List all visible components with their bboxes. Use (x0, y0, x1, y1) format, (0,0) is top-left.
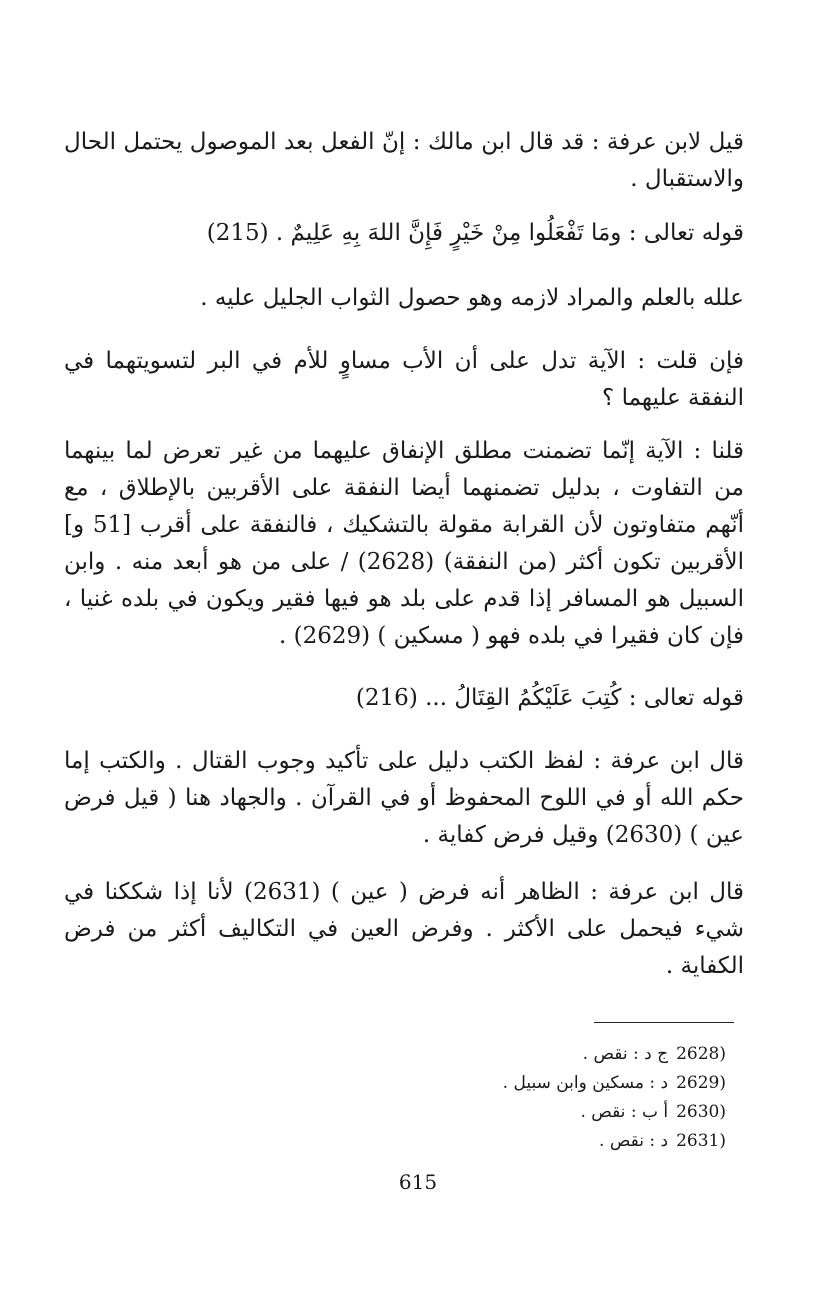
footnote-number: (2628 (676, 1044, 726, 1064)
footnote-text: ج د : نقص . (582, 1044, 669, 1064)
footnote-2629 (360, 1069, 726, 1098)
paragraph-objection: فإن قلت : الآية تدل على أن الأب مساوٍ للأم في البر لتسويتهما في النفقة عليهما ؟ (64, 348, 744, 411)
footnote-number: (2629 (676, 1073, 726, 1093)
footnote-divider (594, 1022, 734, 1023)
footnote-number: (2630 (676, 1102, 726, 1122)
verse-216-heading: قوله تعالى : كُتِبَ عَلَيْكُمُ القِتَالُ ... (216) (355, 685, 744, 711)
paragraph-ibn-arafa-individual-duty: قال ابن عرفة : الظاهر أنه فرض ( عين ) (2631) لأنا إذا شككنا في شيء فيحمل على الأكثر . وفرض العين في التكاليف أكثر من فرض الكفاية . (64, 879, 744, 979)
verse-215-heading: قوله تعالى : ومَا تَفْعَلُوا مِنْ خَيْرٍ فَإِنَّ اللهَ بِهِ عَلِيمٌ . (215) (206, 220, 744, 246)
footnote-text: د : مسكين وابن سبيل . (502, 1073, 669, 1093)
footnote-2628 (360, 1040, 726, 1069)
paragraph-ibn-malik-quote: قيل لابن عرفة : قد قال ابن مالك : إنّ الفعل بعد الموصول يحتمل الحال والاستقبال . (64, 129, 744, 192)
footnote-2630 (360, 1098, 726, 1127)
footnote-text: د : نقص . (599, 1131, 669, 1151)
paragraph-answer: قلنا : الآية إنّما تضمنت مطلق الإنفاق عليهما من غير تعرض لما بينهما من التفاوت ، بدليل تضمنهما أيضا النفقة على الأقربين بالإطلاق ، مع أنّهم متفاوتون لأن القرابة مقولة بالتشكيك ، فالنفقة على أقرب [51 و] الأقربين تكون أكثر (من النفقة) (2628) / على من هو أبعد منه . وابن السبيل هو المسافر إذا قدم على بلد هو فيها فقير ويكون في بلده غنيا ، فإن كان فقيرا في بلده فهو ( مسكين ) (2629) . (64, 438, 744, 649)
footnotes-list (360, 1040, 726, 1156)
paragraph-reward-explanation: علله بالعلم والمراد لازمه وهو حصول الثواب الجليل عليه . (200, 285, 744, 311)
page-number: 615 (398, 1170, 438, 1194)
paragraph-ibn-arafa-fighting: قال ابن عرفة : لفظ الكتب دليل على تأكيد وجوب القتال . والكتب إما حكم الله أو في اللوح المحفوظ أو في القرآن . والجهاد هنا ( قيل فرض عين ) (2630) وقيل فرض كفاية . (64, 748, 744, 848)
footnote-number: (2631 (676, 1131, 726, 1151)
footnote-2631 (360, 1127, 726, 1156)
footnote-text: أ ب : نقص . (580, 1102, 669, 1122)
